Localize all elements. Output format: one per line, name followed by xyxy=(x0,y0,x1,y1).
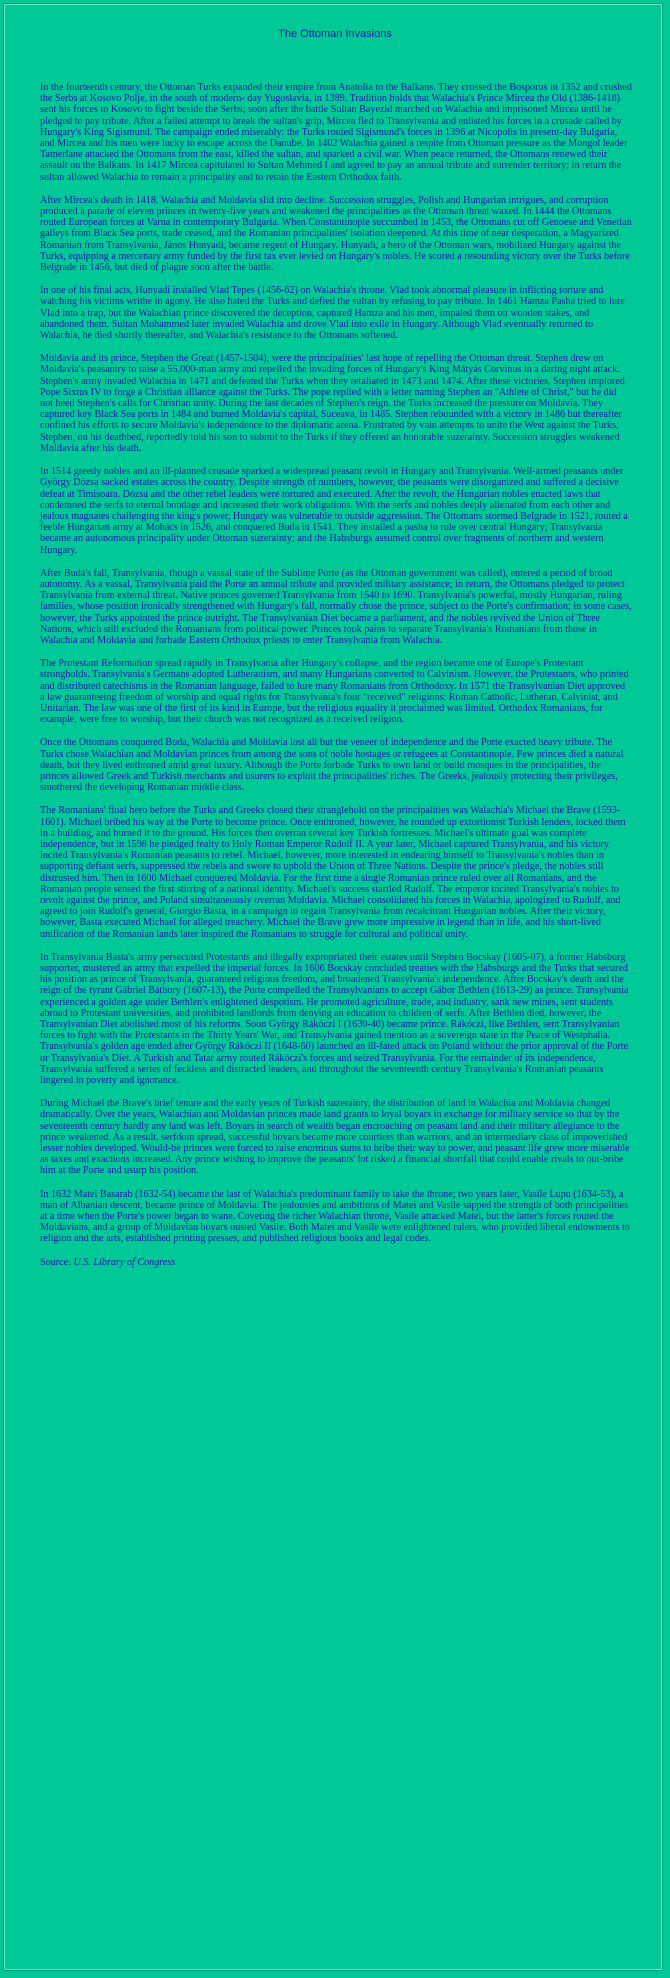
paragraph: The Romanians' final hero before the Turks and Greeks closed their stranglehold on the principalities was Walachia's Michael the Brave (1593-1601). Michael bribed his way at the Porte to become prince. Once enthroned, however, he rounded up extortionist Turkish lenders, locked them in a building, and burned it to the ground. His forces then overran several key Turkish fortresses. Michael's ultimate goal was complete independence, but in 1598 he pledged fealty to Holy Roman Emperor Rudolf II. A year later, Michael captured Transylvania, and his victory incited Transylvania's Romanian peasants to rebel. Michael, however, more interested in endearing himself to Transylvania's nobles than in supporting defiant serfs, suppressed the rebels and swore to uphold the Union of Three Nations. Despite the prince's pledge, the nobles still distrusted him. Then in 1600 Michael conquered Moldavia. For the first time a single Romanian prince ruled over all Romanians, and the Romanian people sensed the first stirring of a national identity. Michael's success startled Rudolf. The emperor incited Transylvania's nobles to revolt against the prince, and Poland simultaneously overran Moldavia. Michael consolidated his forces in Walachia, apologized to Rudolf, and agreed to join Rudolf's general, Giorgio Basta, in a campaign to regain Transylvania from recalcitrant Hungarian nobles. After their victory, however, Basta executed Michael for alleged treachery. Michael the Brave grew more impressive in legend than in life, and his short-lived unification of the Romanian lands later inspired the Romanians to struggle for cultural and political unity. xyxy=(40,805,626,940)
article-body xyxy=(40,82,632,1280)
source-link[interactable]: U.S. Library of Congress xyxy=(73,1256,176,1268)
paragraph: During Michael the Brave's brief tenure and the early years of Turkish suzerainty, the distribution of land in Walachia and Moldavia changed dramatically. Over the years, Walachian and Moldavian princes made land grants to loyal boyars in exchange for military service so that by the seventeenth century hardly any land was left. Boyars in search of wealth began encroaching on peasant land and their military allegiance to the prince weakened. As a result, serfdom spread, successful boyars became more courtiers than warriors, and an intermediary class of impoverished lesser nobles developed. Would-be princes were forced to raise enormous sums to bribe their way to power, and peasant life grew more miserable as taxes and exactions increased. Any prince wishing to improve the peasants' lot risked a financial shortfall that could enable rivals to out-bribe him at the Porte and usurp his position. xyxy=(40,1098,630,1177)
source-label: Source: xyxy=(40,1256,71,1268)
paragraph: In the fourteenth century, the Ottoman Turks expanded their empire from Anatolia to the Balkans. They crossed the Bosporus in 1352 and crushed the Serbs at Kosovo Polje, in the south of modern- day Yugoslavia, in 1389. Tradition holds that Walachia's Prince Mircea the Old (1386-1418) sent his forces to Kosovo to fight beside the Serbs; soon after the battle Sultan Bayezid marched on Walachia and imprisoned Mircea until he pledged to pay tribute. After a failed attempt to break the sultan's grip, Mircea fled to Transylvania and enlisted his forces in a crusade called by Hungary's King Sigismund. The campaign ended miserably: the Turks routed Sigismund's forces in 1396 at Nicopolis in present-day Bulgaria, and Mircea and his men were lucky to escape across the Danube. In 1402 Walachia gained a respite from Ottoman pressure as the Mongol leader Tamerlane attacked the Ottomans from the east, killed the sultan, and sparked a civil war. When peace returned, the Ottomans renewed their assault on the Balkans. In 1417 Mircea capitulated to Sultan Mehmed I and agreed to pay an annual tribute and surrender territory; in return the sultan allowed Walachia to remain a principality and to retain the Eastern Orthodox faith. xyxy=(40,82,632,183)
paragraph: In Transylvania Basta's army persecuted Protestants and illegally expropriated their estates until Stephen Bocskay (1605-07), a former Habsburg supporter, mustered an army that expelled the imperial forces. In 1606 Bocskay concluded treaties with the Habsburgs and the Turks that secured his position as prince of Transylvania, guaranteed religious freedom, and broadened Transylvania's independence. After Bocskay's death and the reign of the tyrant Gábriel Báthory (1607-13), the Porte compelled the Transylvanians to accept Gábor Bethlen (1613-29) as prince. Transylvania experienced a golden age under Bethlen's enlightened despotism. He promoted agriculture, trade, and industry, sank new mines, sent students abroad to Protestant universities, and prohibited landlords from denying an education to children of serfs. After Bethlen died, however, the Transylvanian Diet abolished most of his reforms. Soon György Rákóczi I (1630-40) became prince. Rákóczi, like Bethlen, sent Transylvanian forces to fight with the Protestants in the Thirty Years' War, and Transylvania gained mention as a sovereign state in the Peace of Westphalia. Transylvania's golden age ended after György Rákóczi II (1648-60) launched an ill-fated attack on Poland without the prior approval of the Porte or Transylvania's Diet. A Turkish and Tatar army routed Rákóczi's forces and seized Transylvania. For the remainder of its independence, Transylvania suffered a series of feckless and distracted leaders, and throughout the seventeenth century Transylvania's Romanian peasants lingered in poverty and ignorance. xyxy=(40,951,629,1087)
paragraph: The Protestant Reformation spread rapidly in Transylvania after Hungary's collapse, and the region became one of Europe's Protestant strongholds. Transylvania's Germans adopted Lutheranism, and many Hungarians converted to Calvinism. However, the Protestants, who printed and distributed catechisms in the Romanian language, failed to lure many Romanians from Orthodoxy. In 1571 the Transylvanian Diet approved a law guaranteeing freedom of worship and equal rights for Transylvania's four "received" religions: Roman Catholic, Lutheran, Calvinist, and Unitarian. The law was one of the first of its kind in Europe, but the religious equality it proclaimed was limited. Orthodox Romanians, for example, were free to worship, but their church was not recognized as a received religion. xyxy=(40,658,629,726)
paragraph: Moldavia and its prince, Stephen the Great (1457-1504), were the principalities' last hope of repelling the Ottoman threat. Stephen drew on Moldavia's peasantry to raise a 55,000-man army and repelled the invading forces of Hungary's King Mátyás Corvinus in a daring night attack. Stephen's army invaded Walachia in 1471 and defeated the Turks when they retaliated in 1473 and 1474. After these victories, Stephen implored Pope Sixtus IV to forge a Christian alliance against the Turks. The pope replied with a letter naming Stephen an "Athlete of Christ," but he did not heed Stephen's calls for Christian unity. During the last decades of Stephen's reign, the Turks increased the pressure on Moldavia. They captured key Black Sea ports in 1484 and burned Moldavia's capital, Suceava, in 1485. Stephen rebounded with a victory in 1486 but thereafter confined his efforts to secure Moldavia's independence to the diplomatic arena. Frustrated by vain attempts to unite the West against the Turks, Stephen, on his deathbed, reportedly told his son to submit to the Turks if they offered an honorable suzerainty. Succession struggles weakened Moldavia after his death. xyxy=(40,353,625,454)
paragraph: Once the Ottomans conquered Buda, Walachia and Moldavia lost all but the veneer of independence and the Porte exacted heavy tribute. The Turks chose Walachian and Moldavian princes from among the sons of noble hostages or refugees at Constantinople. Few princes died a natural death, but they lived enthroned amid great luxury. Although the Porte forbade Turks to own land or build mosques in the principalities, the princes allowed Greek and Turkish merchants and usurers to exploit the principalities' riches. The Greeks, jealously protecting their privileges, smothered the developing Romanian middle class. xyxy=(40,737,624,794)
paragraph: In 1514 greedy nobles and an ill-planned crusade sparked a widespread peasant revolt in Hungary and Transylvania. Well-armed peasants under György Dózsa sacked estates across the country. Despite strength of numbers, however, the peasants were disorganized and suffered a decisive defeat at Timisoara. Dózsa and the other rebel leaders were tortured and executed. After the revolt, the Hungarian nobles enacted laws that condemned the serfs to eternal bondage and increased their work obligations. With the serfs and nobles deeply alienated from each other and jealous magnates challenging the king's power, Hungary was vulnerable to outside aggression. The Ottomans stormed Belgrade in 1521, routed a feeble Hungarian army at Mohács in 1526, and conquered Buda in 1541. They installed a pasha to rule over central Hungary; Transylvania became an autonomous principality under Ottoman suzerainty; and the Habsburgs assumed control over fragments of northern and western Hungary. xyxy=(40,466,628,556)
source-line xyxy=(40,1257,632,1268)
paragraph: After Buda's fall, Transylvania, though a vassal state of the Sublime Porte (as the Ottoman government was called), entered a period of broad autonomy. As a vassal, Transylvania paid the Porte an annual tribute and provided military assistance; in return, the Ottomans pledged to protect Transylvania from external threat. Native princes governed Transylvania from 1540 to 1690. Transylvania's powerful, mostly Hungarian, ruling families, whose position ironically strengthened with Hungary's fall, normally chose the prince, subject to the Porte's confirmation; in some cases, however, the Turks appointed the prince outright. The Transylvanian Diet became a parliament, and the nobles revived the Union of Three Nations, which still excluded the Romanians from political power. Princes took pains to separate Transylvania's Romanians from those in Walachia and Moldavia and forbade Eastern Orthodox priests to enter Transylvania from Walachia. xyxy=(40,567,632,646)
page-title: The Ottoman Invasions xyxy=(278,28,392,40)
paragraph: After Mircea's death in 1418, Walachia and Moldavia slid into decline. Succession struggles, Polish and Hungarian intrigues, and corruption produced a parade of eleven princes in twenty-five years and weakened the principalities as the Ottoman threat waxed. In 1444 the Ottomans routed European forces at Varna in contemporary Bulgaria. When Constantinople succumbed in 1453, the Ottomans cut off Genoese and Venetian galleys from Black Sea ports, trade ceased, and the Romanian principalities' isolation deepened. At this time of near desperation, a Magyarized Romanian from Transylvania, János Hunyadi, became regent of Hungary. Hunyadi, a hero of the Ottoman wars, mobilized Hungary against the Turks, equipping a mercenary army funded by the first tax ever levied on Hungary's nobles. He scored a resounding victory over the Turks before Belgrade in 1456, but died of plague soon after the battle. xyxy=(40,194,632,274)
paragraph: In 1632 Matei Basarab (1632-54) became the last of Walachia's predominant family to take the throne; two years later, Vasile Lupu (1634-53), a man of Albanian descent, became prince of Moldavia. The jealousies and ambitions of Matei and Vasile sapped the strength of both principalities at a time when the Porte's power began to wane. Coveting the richer Walachian throne, Vasile attacked Matei, but the latter's forces routed the Moldavians, and a group of Moldavian boyars ousted Vasile. Both Matei and Vasile were enlightened rulers, who provided liberal endowments to religion and the arts, established printing presses, and published religious books and legal codes. xyxy=(40,1188,630,1245)
paragraph: In one of his final acts, Hunyadi installed Vlad Tepes (1456-62) on Walachia's throne. Vlad took abnormal pleasure in inflicting torture and watching his victims writhe in agony. He also hated the Turks and defied the sultan by refusing to pay tribute. In 1461 Hamza Pasha tried to lure Vlad into a trap, but the Walachian prince discovered the deception, captured Hamza and his men, impaled them on wooden stakes, and abandoned them. Sultan Mohammed later invaded Walachia and drove Vlad into exile in Hungary. Although Vlad eventually returned to Walachia, he died shortly thereafter, and Walachia's resistance to the Ottomans softened. xyxy=(40,285,625,342)
